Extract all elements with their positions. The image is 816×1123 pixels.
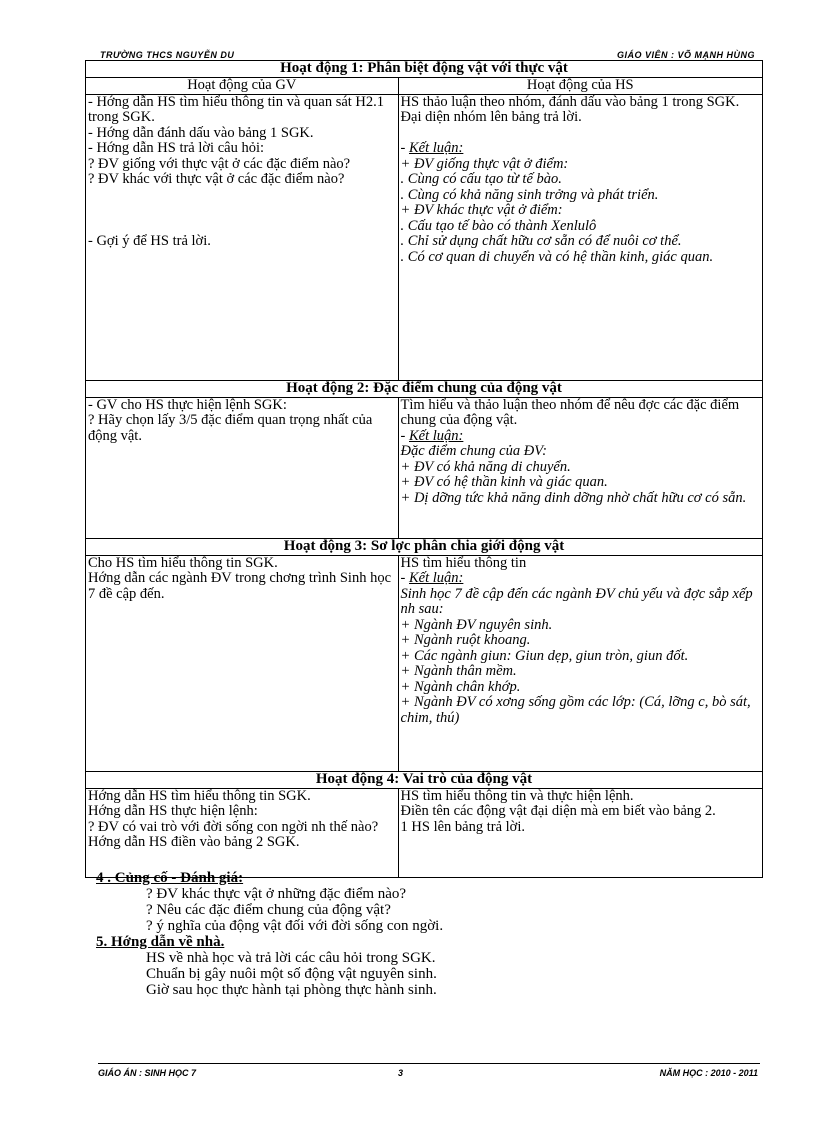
ket-luan-text: Kết luận: — [409, 570, 464, 586]
gv-line: Cho HS tìm hiểu thông tin SGK. — [88, 554, 278, 571]
gv-line: - Hớng dẫn HS trả lời câu hỏi: — [88, 140, 265, 156]
hs-conclusion-line: + ĐV giống thực vật ở điểm: — [400, 155, 569, 172]
gv-line: Hớng dẫn các ngành ĐV trong chơng trình Sinh học 7 đề cập đến. — [88, 570, 395, 602]
gv-line — [88, 219, 396, 235]
hs-conclusion-line: . Cấu tạo tế bào có thành Xenlulô — [400, 217, 597, 234]
section-title: Hoạt động 4: Vai trò của động vật — [86, 771, 763, 788]
ket-luan-text: Kết luận: — [409, 427, 464, 444]
hs-conclusion-line: + ĐV khác thực vật ở điểm: — [400, 202, 563, 218]
cung-co-heading: 4 . Củng cố - Đánh giá: — [96, 870, 244, 886]
school-name: TRƯỜNG THCS NGUYỄN DU — [100, 50, 235, 60]
teacher-name: GIÁO VIÊN : VÕ MẠNH HÙNG — [616, 50, 755, 60]
gv-line: Hớng dẫn HS điền vào bảng 2 SGK. — [88, 834, 300, 850]
hs-conclusion-line: + Ngành thân mềm. — [400, 663, 517, 679]
teacher-activity-cell — [86, 397, 399, 538]
section-title: Hoạt động 1: Phân biệt động vật với thực vật — [86, 61, 763, 78]
hs-conclusion-line: + Các ngành giun: Giun dẹp, giun tròn, giun đốt. — [400, 647, 689, 664]
hs-conclusion-line: Sinh học 7 đề cập đến các ngành ĐV chủ yếu và đợc sắp xếp nh sau: — [400, 585, 757, 617]
student-activity-cell — [398, 397, 762, 538]
footer-subject: GIÁO ÁN : SINH HỌC 7 — [98, 1068, 197, 1078]
footer-year: NĂM HỌC : 2010 - 2011 — [659, 1068, 758, 1078]
ket-luan-label: - Kết luận: — [400, 140, 464, 156]
hs-conclusion-line: + ĐV có hệ thần kinh và giác quan. — [400, 474, 608, 490]
gv-line: - Gợi ý để HS trả lời. — [88, 233, 211, 249]
hs-conclusion-line: . Có cơ quan di chuyển và có hệ thần kinh, giác quan. — [400, 248, 714, 265]
student-activity-cell — [398, 788, 762, 877]
gv-line: Hớng dẫn HS thực hiện lệnh: — [88, 803, 258, 819]
lesson-table — [85, 60, 763, 878]
hs-conclusion-line: + ĐV có khả năng di chuyển. — [400, 458, 571, 475]
gv-line: ? ĐV khác với thực vật ở các đặc điểm nào? — [88, 171, 345, 187]
huong-dan-heading: 5. Hớng dẫn về nhà. — [96, 934, 225, 950]
hs-conclusion-line: . Cùng có khả năng sinh trởng và phát triển. — [400, 186, 659, 203]
page-footer — [98, 1068, 758, 1080]
gv-line: ? ĐV giống với thực vật ở các đặc điểm nào? — [88, 155, 351, 172]
hs-conclusion-line: + Ngành chân khớp. — [400, 678, 521, 695]
ket-luan-text: Kết luận: — [409, 140, 464, 156]
student-activity-cell — [398, 555, 762, 771]
hs-line: HS tìm hiểu thông tin và thực hiện lệnh. — [400, 787, 634, 804]
hs-line: HS thảo luận theo nhóm, đánh dấu vào bảng 1 trong SGK. — [400, 93, 740, 110]
hs-conclusion-line: + Ngành ruột khoang. — [400, 632, 531, 648]
column-header-hs: Hoạt động của HS — [398, 78, 762, 95]
section-title: Hoạt động 2: Đặc điểm chung của động vật — [86, 380, 763, 397]
hs-line: Điền tên các động vật đại diện mà em biết vào bảng 2. — [400, 803, 716, 819]
hs-line: 1 HS lên bảng trả lời. — [400, 818, 525, 835]
gv-line: - GV cho HS thực hiện lệnh SGK: — [88, 396, 287, 413]
huong-dan-line: Giờ sau học thực hành tại phòng thực hành sinh. — [146, 982, 437, 998]
gv-line: ? ĐV có vai trò với đời sống con ngời nh thế nào? — [88, 818, 379, 835]
teacher-activity-cell — [86, 94, 399, 380]
gv-line: Hớng dẫn HS tìm hiểu thông tin SGK. — [88, 787, 311, 804]
hs-conclusion-line: + Ngành ĐV có xơng sống gồm các lớp: (Cá, lỡng c, bò sát, chim, thú) — [400, 694, 755, 726]
section-title: Hoạt động 3: Sơ lợc phân chia giới động vật — [86, 538, 763, 555]
cung-co-line: ? ý nghĩa của động vật đối với đời sống con ngời. — [146, 918, 444, 934]
gv-line: - Hớng dẫn HS tìm hiểu thông tin và quan sát H2.1 trong SGK. — [88, 93, 388, 125]
teacher-activity-cell — [86, 555, 399, 771]
page-number: 3 — [398, 1068, 404, 1078]
column-header-gv: Hoạt động của GV — [86, 78, 399, 95]
hs-conclusion-line: + Ngành ĐV nguyên sinh. — [400, 616, 553, 633]
huong-dan-line: HS về nhà học và trả lời các câu hỏi trong SGK. — [146, 950, 436, 966]
hs-line — [401, 126, 760, 142]
cung-co-line: ? ĐV khác thực vật ở những đặc điểm nào? — [146, 886, 407, 902]
ket-luan-label: - Kết luận: — [400, 570, 464, 586]
hs-line: HS tìm hiểu thông tin — [400, 554, 527, 571]
closing-section — [96, 870, 756, 998]
teacher-activity-cell — [86, 788, 399, 877]
huong-dan-line: Chuẩn bị gây nuôi một số động vật nguyên sinh. — [146, 966, 437, 982]
gv-line — [88, 203, 396, 219]
hs-conclusion-line: + Dị dỡng tức khả năng dinh dỡng nhờ chất hữu cơ có sẵn. — [400, 489, 747, 506]
gv-line: - Hớng dẫn đánh dấu vào bảng 1 SGK. — [88, 124, 314, 141]
gv-line: ? Hãy chọn lấy 3/5 đặc điểm quan trọng nhất của động vật. — [88, 412, 376, 444]
hs-line: Đại diện nhóm lên bảng trả lời. — [400, 109, 582, 125]
gv-line — [88, 188, 396, 204]
hs-conclusion-line: . Chỉ sử dụng chất hữu cơ sẵn có để nuôi cơ thể. — [400, 233, 682, 249]
hs-conclusion-line: . Cùng có cấu tạo từ tế bào. — [400, 171, 562, 187]
hs-line: Tìm hiểu và thảo luận theo nhóm để nêu đợc các đặc điểm chung của động vật. — [400, 396, 743, 428]
student-activity-cell — [398, 94, 762, 380]
footer-rule — [98, 1063, 760, 1064]
cung-co-line: ? Nêu các đặc điểm chung của động vật? — [146, 902, 391, 918]
ket-luan-label: - Kết luận: — [400, 427, 464, 444]
hs-conclusion-line: Đặc điểm chung của ĐV: — [400, 443, 547, 459]
